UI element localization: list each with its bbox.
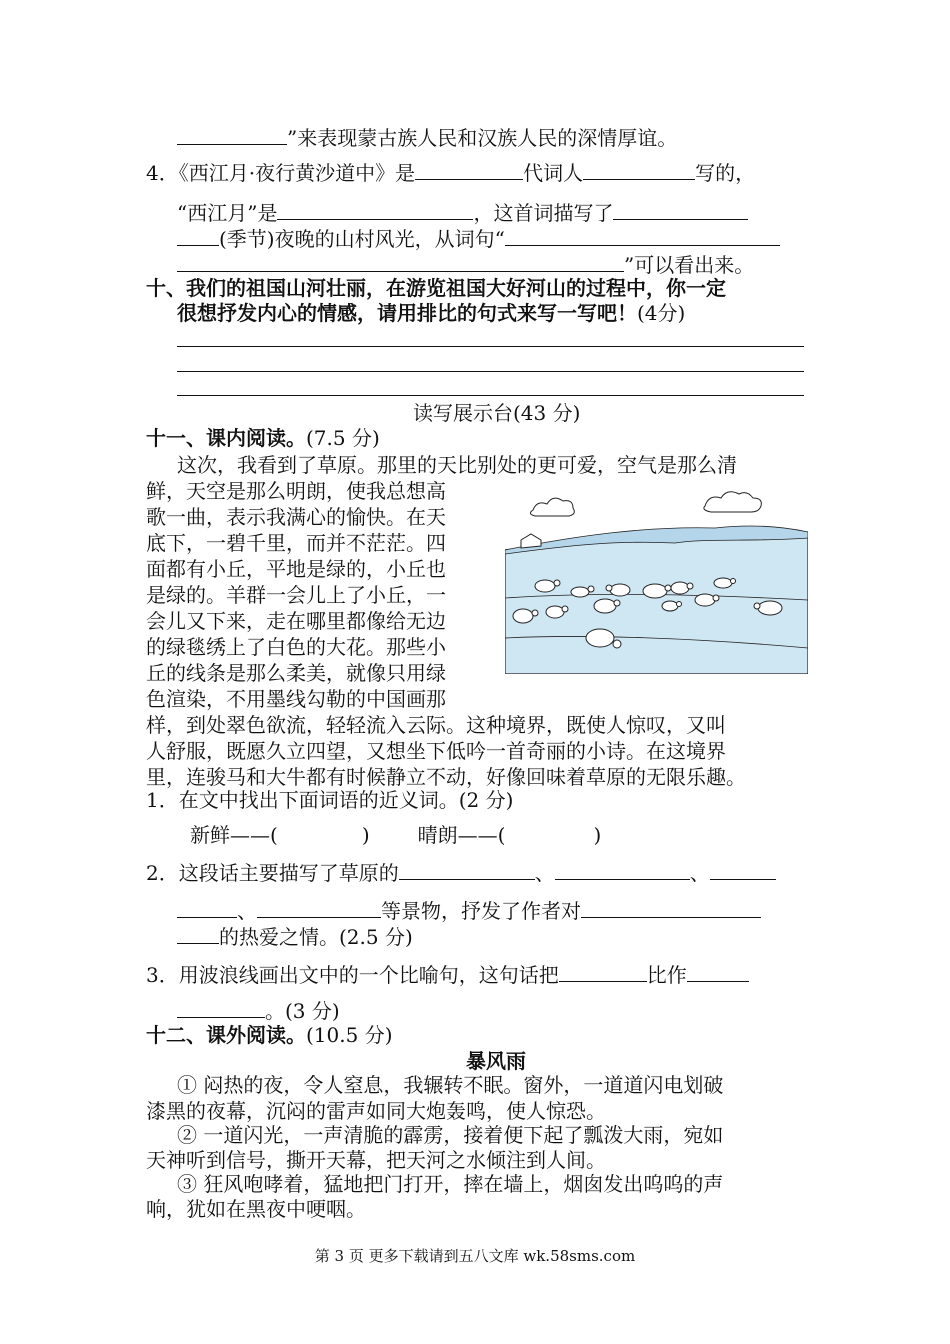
q3-line-1: 3．用波浪线画出文中的一个比喻句，这句话把 比作 <box>146 962 749 988</box>
passage-line: 歌一曲，表示我满心的愉快。在天 <box>146 505 446 529</box>
story-title: 暴风雨 <box>466 1049 526 1073</box>
story-line: 漆黑的夜幕，沉闷的雷声如同大炮轰鸣，使人惊恐。 <box>146 1099 606 1123</box>
answer-blank[interactable] <box>177 253 624 272</box>
q2-line-2: 、 等景物，抒发了作者对 <box>177 898 761 924</box>
answer-blank[interactable] <box>177 126 287 145</box>
answer-blank[interactable] <box>687 963 749 982</box>
passage-line: 底下，一碧千里，而并不茫茫。四 <box>146 531 446 555</box>
q2-line-3: 的热爱之情。(2.5 分) <box>177 924 413 950</box>
answer-blank[interactable] <box>415 161 523 180</box>
answer-blank[interactable] <box>710 861 776 880</box>
writing-line[interactable] <box>177 371 804 372</box>
answer-blank[interactable] <box>583 161 695 180</box>
passage-line: 这次，我看到了草原。那里的天比别处的更可爱，空气是那么清 <box>177 453 737 477</box>
answer-blank[interactable] <box>581 899 761 918</box>
story-line: 响，犹如在黑夜中哽咽。 <box>146 1197 366 1221</box>
passage-line: 样，到处翠色欲流，轻轻流入云际。这种境界，既使人惊叹，又叫 <box>146 713 726 737</box>
answer-blank[interactable] <box>555 861 690 880</box>
story-line: ② 一道闪光，一声清脆的霹雳，接着便下起了瓢泼大雨，宛如 <box>177 1123 724 1147</box>
answer-blank[interactable] <box>505 227 780 246</box>
grassland-illustration <box>505 488 808 674</box>
passage-line: 鲜，天空是那么明朗，使我总想高 <box>146 479 446 503</box>
answer-blank[interactable] <box>177 227 219 246</box>
story-line: ① 闷热的夜，令人窒息，我辗转不眠。窗外，一道道闪电划破 <box>177 1073 724 1097</box>
passage-line: 的绿毯绣上了白色的大花。那些小 <box>146 635 446 659</box>
section-title: 读写展示台(43 分) <box>413 401 581 425</box>
writing-line[interactable] <box>177 346 804 347</box>
q4-line-1: 4．《西江月·夜行黄沙道中》是 代词人 写的， <box>146 161 756 185</box>
q1-line: 1．在文中找出下面词语的近义词。(2 分) <box>146 788 514 812</box>
answer-blank[interactable] <box>257 899 381 918</box>
answer-blank[interactable] <box>277 201 473 220</box>
q3-line-2: 。(3 分) <box>177 998 340 1024</box>
writing-line[interactable] <box>177 395 804 396</box>
section-11-heading: 十一、课内阅读。(7.5 分) <box>146 426 380 450</box>
answer-blank[interactable] <box>613 201 748 220</box>
answer-blank[interactable] <box>177 925 219 944</box>
q9-tail-line: ”来表现蒙古族人民和汉族人民的深情厚谊。 <box>177 125 677 151</box>
q4-line-4: ”可以看出来。 <box>177 252 754 278</box>
page-footer: 第 3 页 更多下载请到五八文库 wk.58sms.com <box>314 1247 636 1265</box>
passage-line: 是绿的。羊群一会儿上了小丘，一 <box>146 583 446 607</box>
answer-blank[interactable] <box>177 999 265 1018</box>
passage-line: 会儿又下来，走在哪里都像给无边 <box>146 609 446 633</box>
q4-line-3: (季节)夜晚的山村风光，从词句“ <box>177 226 780 252</box>
q4-line-2: “西江月”是 ，这首词描写了 <box>177 200 748 226</box>
answer-blank[interactable] <box>399 861 535 880</box>
passage-line: 人舒服，既愿久立四望，又想坐下低吟一首奇丽的小诗。在这境界 <box>146 739 726 763</box>
answer-blank[interactable] <box>177 899 237 918</box>
story-line: 天神听到信号，撕开天幕，把天河之水倾注到人间。 <box>146 1148 606 1172</box>
story-line: ③ 狂风咆哮着，猛地把门打开，摔在墙上，烟囱发出呜呜的声 <box>177 1172 724 1196</box>
passage-line: 色渲染，不用墨线勾勒的中国画那 <box>146 687 446 711</box>
passage-line: 丘的线条是那么柔美，就像只用绿 <box>146 661 446 685</box>
section-10-heading: 十、我们的祖国山河壮丽，在游览祖国大好河山的过程中，你一定 <box>146 276 726 300</box>
q2-line-1: 2．这段话主要描写了草原的 、 、 <box>146 860 776 886</box>
q1-answers: 新鲜——( ) 晴朗——( ) <box>190 823 602 847</box>
passage-line: 里，连骏马和大牛都有时候静立不动，好像回味着草原的无限乐趣。 <box>146 765 746 789</box>
section-10-line-2: 很想抒发内心的情感，请用排比的句式来写一写吧！(4分) <box>177 301 686 325</box>
passage-line: 面都有小丘，平地是绿的，小丘也 <box>146 557 446 581</box>
section-12-heading: 十二、课外阅读。(10.5 分) <box>146 1023 393 1047</box>
answer-blank[interactable] <box>559 963 647 982</box>
